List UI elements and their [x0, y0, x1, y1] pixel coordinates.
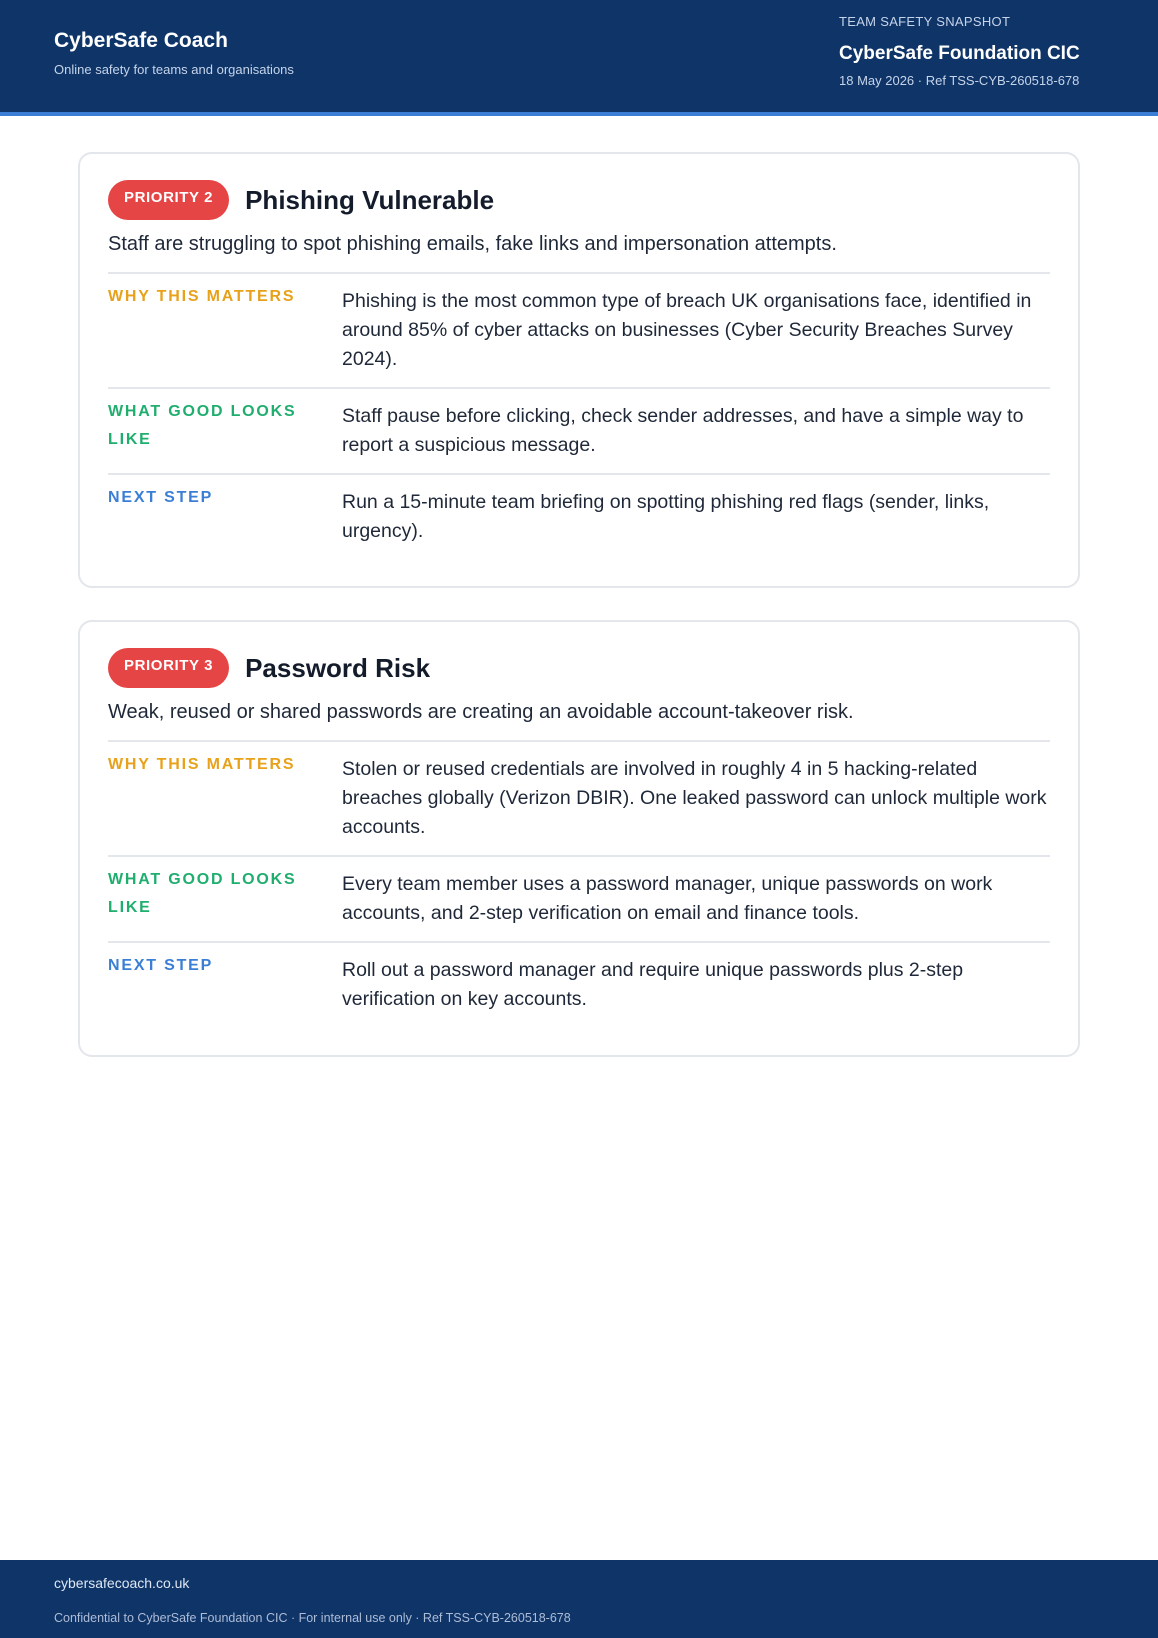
footer-website: cybersafecoach.co.uk	[54, 1575, 190, 1591]
priority-card-password	[78, 620, 1080, 1057]
card-header	[108, 180, 1050, 220]
organisation-name: CyberSafe Foundation CIC	[839, 43, 1080, 64]
row-why-this-matters	[108, 742, 1050, 857]
row-text: Roll out a password manager and require unique passwords plus 2-step verification on key accounts.	[342, 959, 964, 1010]
card-header	[108, 648, 1050, 688]
row-next-step	[108, 943, 1050, 1027]
card-title: Phishing Vulnerable	[245, 184, 495, 215]
row-text: Staff pause before clicking, check sender addresses, and have a simple way to report a suspicious message.	[342, 405, 1024, 456]
priority-badge: PRIORITY 3	[108, 648, 229, 688]
row-label: WHAT GOOD LOOKS LIKE	[108, 871, 297, 916]
page-footer	[0, 1560, 1158, 1638]
priority-badge: PRIORITY 2	[108, 180, 229, 220]
date-reference: 18 May 2026 · Ref TSS-CYB-260518-678	[839, 73, 1080, 88]
card-title: Password Risk	[245, 652, 431, 683]
row-text: Every team member uses a password manager, unique passwords on work accounts, and 2-step verification on email and finance tools.	[342, 873, 993, 924]
snapshot-label: TEAM SAFETY SNAPSHOT	[839, 14, 1011, 29]
page-header	[0, 0, 1158, 116]
row-next-step	[108, 475, 1050, 559]
row-text: Stolen or reused credentials are involved in roughly 4 in 5 hacking-related breaches globally (Verizon DBIR). One leaked password can unlock multiple work accounts.	[342, 758, 1047, 838]
card-summary: Weak, reused or shared passwords are creating an avoidable account-takeover risk.	[108, 698, 1050, 742]
footer-confidentiality-note: Confidential to CyberSafe Foundation CIC · For internal use only · Ref TSS-CYB-260518-678	[54, 1611, 571, 1625]
row-label: WHY THIS MATTERS	[108, 756, 296, 773]
row-text: Run a 15-minute team briefing on spotting phishing red flags (sender, links, urgency).	[342, 491, 990, 542]
row-label: WHY THIS MATTERS	[108, 288, 296, 305]
header-meta-block	[839, 14, 1080, 88]
card-summary: Staff are struggling to spot phishing emails, fake links and impersonation attempts.	[108, 230, 1050, 274]
priority-card-phishing	[78, 152, 1080, 588]
row-label: NEXT STEP	[108, 489, 214, 506]
row-what-good-looks-like	[108, 857, 1050, 943]
brand-tagline: Online safety for teams and organisations	[54, 62, 294, 77]
row-label: WHAT GOOD LOOKS LIKE	[108, 403, 297, 448]
row-what-good-looks-like	[108, 389, 1050, 475]
row-text: Phishing is the most common type of breach UK organisations face, identified in around 85% of cyber attacks on businesses (Cyber Security Breaches Survey 2024).	[342, 290, 1032, 370]
row-why-this-matters	[108, 274, 1050, 389]
brand-title: CyberSafe Coach	[54, 29, 228, 52]
row-label: NEXT STEP	[108, 957, 214, 974]
